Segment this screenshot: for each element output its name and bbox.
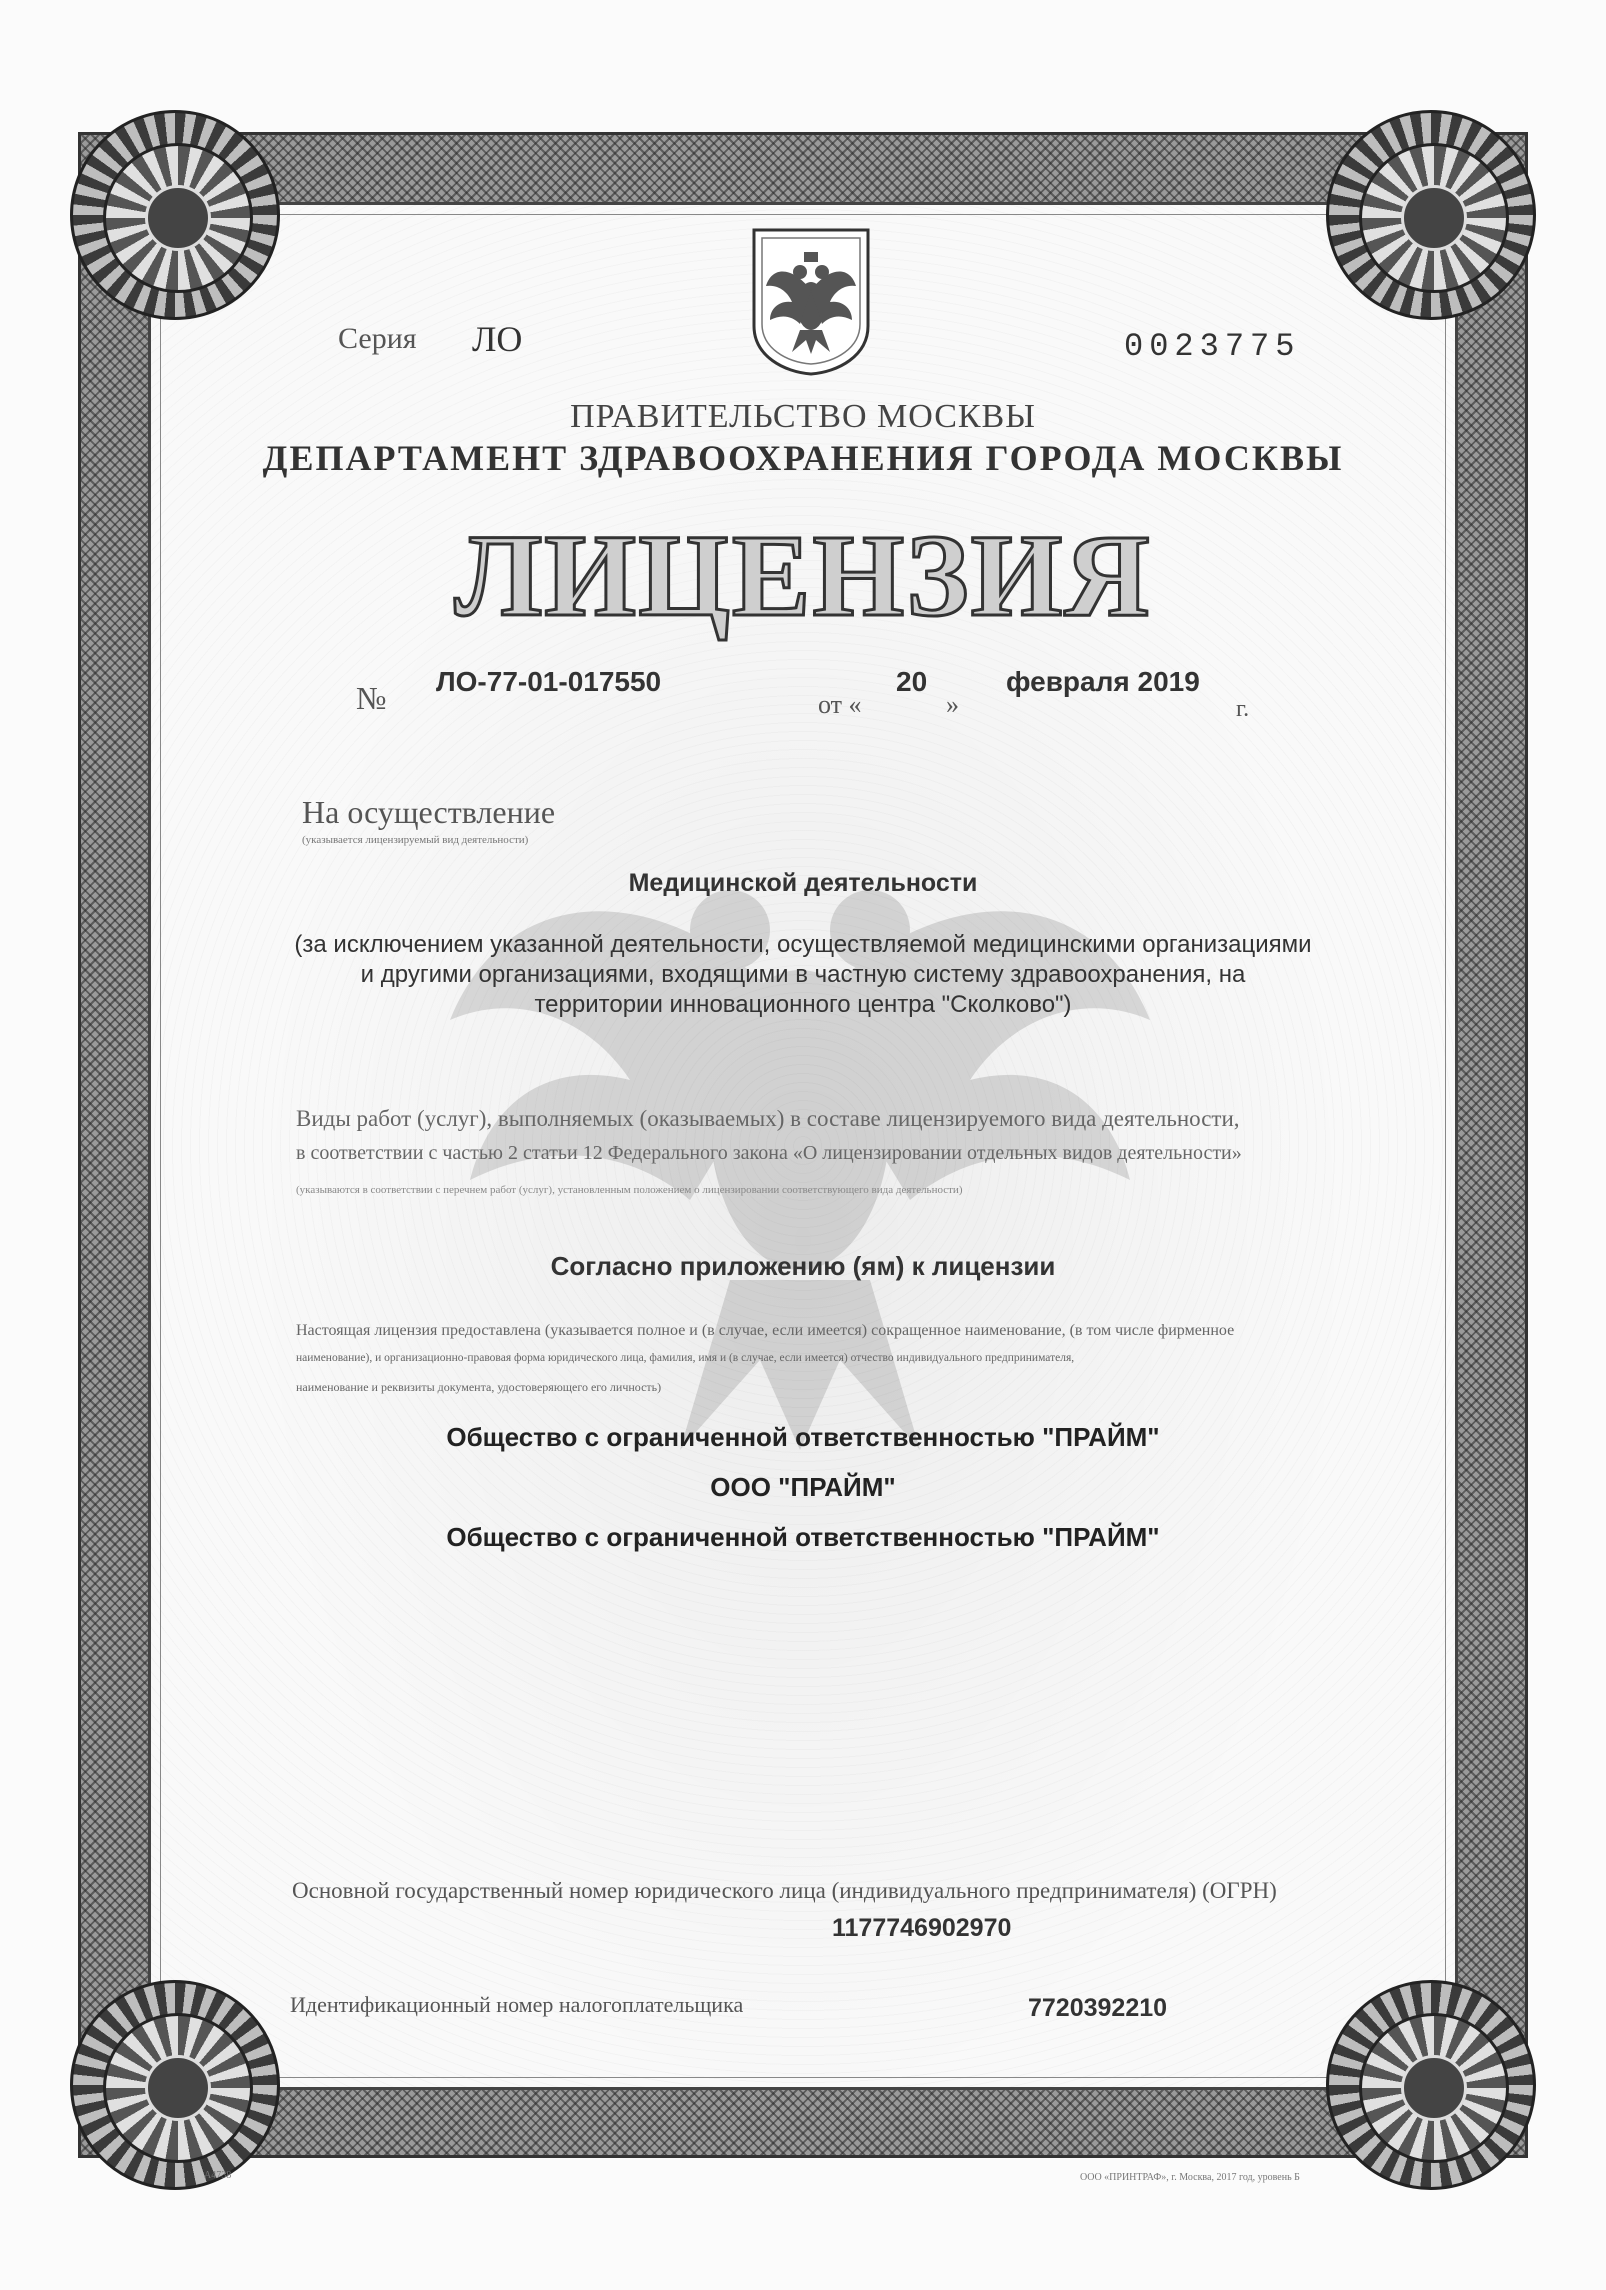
license-number: ЛО-77-01-017550 (436, 666, 662, 697)
works-note: (указываются в соответствии с перечнем работ (услуг), установленным положением о лицензировании соответствующего вида деятельности) (296, 1184, 963, 1196)
activity-exclusion-line-1: (за исключением указанной деятельности, осуществляемой медицинскими организациями (294, 931, 1312, 958)
series-value: ЛО (472, 319, 523, 359)
grantee-brand-name: Общество с ограниченной ответственностью "ПРАЙМ" (446, 1522, 1160, 1552)
date-mid: » (946, 690, 959, 719)
corner-rosette-top-right (1326, 110, 1536, 320)
issuer-government: ПРАВИТЕЛЬСТВО МОСКВЫ (570, 398, 1036, 435)
activity-label: На осуществление (302, 794, 556, 830)
corner-rosette-bottom-right (1326, 1980, 1536, 2190)
series-label: Серия (338, 322, 417, 355)
license-day: 20 (896, 666, 928, 697)
activity-exclusion-line-3: территории инновационного центра "Сколково") (534, 991, 1072, 1018)
issuer-department: ДЕПАРТАМЕНТ ЗДРАВООХРАНЕНИЯ ГОРОДА МОСКВЫ (262, 438, 1344, 478)
year-suffix: г. (1236, 696, 1250, 722)
document-title: ЛИЦЕНЗИЯ (454, 510, 1152, 641)
footer-printer: ООО «ПРИНТРАФ», г. Москва, 2017 год, уровень Б (1080, 2172, 1300, 2183)
activity-label-note: (указывается лицензируемый вид деятельности) (302, 834, 529, 846)
grantee-intro-line-1: Настоящая лицензия предоставлена (указывается полное и (в случае, если имеется) сокращенное наименование, (в том числе фирменное (296, 1322, 1235, 1339)
corner-rosette-bottom-left (70, 1980, 280, 2190)
coat-of-arms-icon (748, 226, 874, 376)
grantee-intro-line-2: наименование), и организационно-правовая форма юридического лица, фамилия, имя и (в случае, если имеется) отчество индивидуального предпринимателя, (296, 1352, 1075, 1364)
grantee-short-name: ООО "ПРАЙМ" (710, 1472, 896, 1502)
works-label-line-1: Виды работ (услуг), выполняемых (оказываемых) в составе лицензируемого вида деятельности, (296, 1106, 1240, 1131)
activity-exclusion-line-2: и другими организациями, входящими в частную систему здравоохранения, на (360, 961, 1246, 988)
inn-value: 7720392210 (1028, 1994, 1168, 2022)
works-value: Согласно приложению (ям) к лицензии (550, 1251, 1056, 1281)
ogrn-label: Основной государственный номер юридического лица (индивидуального предпринимателя) (ОГРН) (292, 1878, 1277, 1903)
grantee-intro-line-3: наименование и реквизиты документа, удостоверяющего его личность) (296, 1380, 662, 1394)
activity-name: Медицинской деятельности (628, 869, 978, 897)
corner-rosette-top-left (70, 110, 280, 320)
license-month-year: февраля 2019 (1006, 666, 1200, 697)
date-prefix: от « (818, 690, 862, 719)
footer-code: А4738 (204, 2170, 232, 2181)
works-label-line-2: в соответствии с частью 2 статьи 12 Федерального закона «О лицензировании отдельных видов деятельности» (296, 1142, 1242, 1164)
inn-label: Идентификационный номер налогоплательщика (290, 1992, 744, 2017)
form-number: 0023775 (1124, 328, 1301, 365)
grantee-full-name: Общество с ограниченной ответственностью "ПРАЙМ" (446, 1422, 1160, 1452)
ogrn-value: 1177746902970 (832, 1914, 1012, 1942)
number-label: № (356, 680, 387, 716)
